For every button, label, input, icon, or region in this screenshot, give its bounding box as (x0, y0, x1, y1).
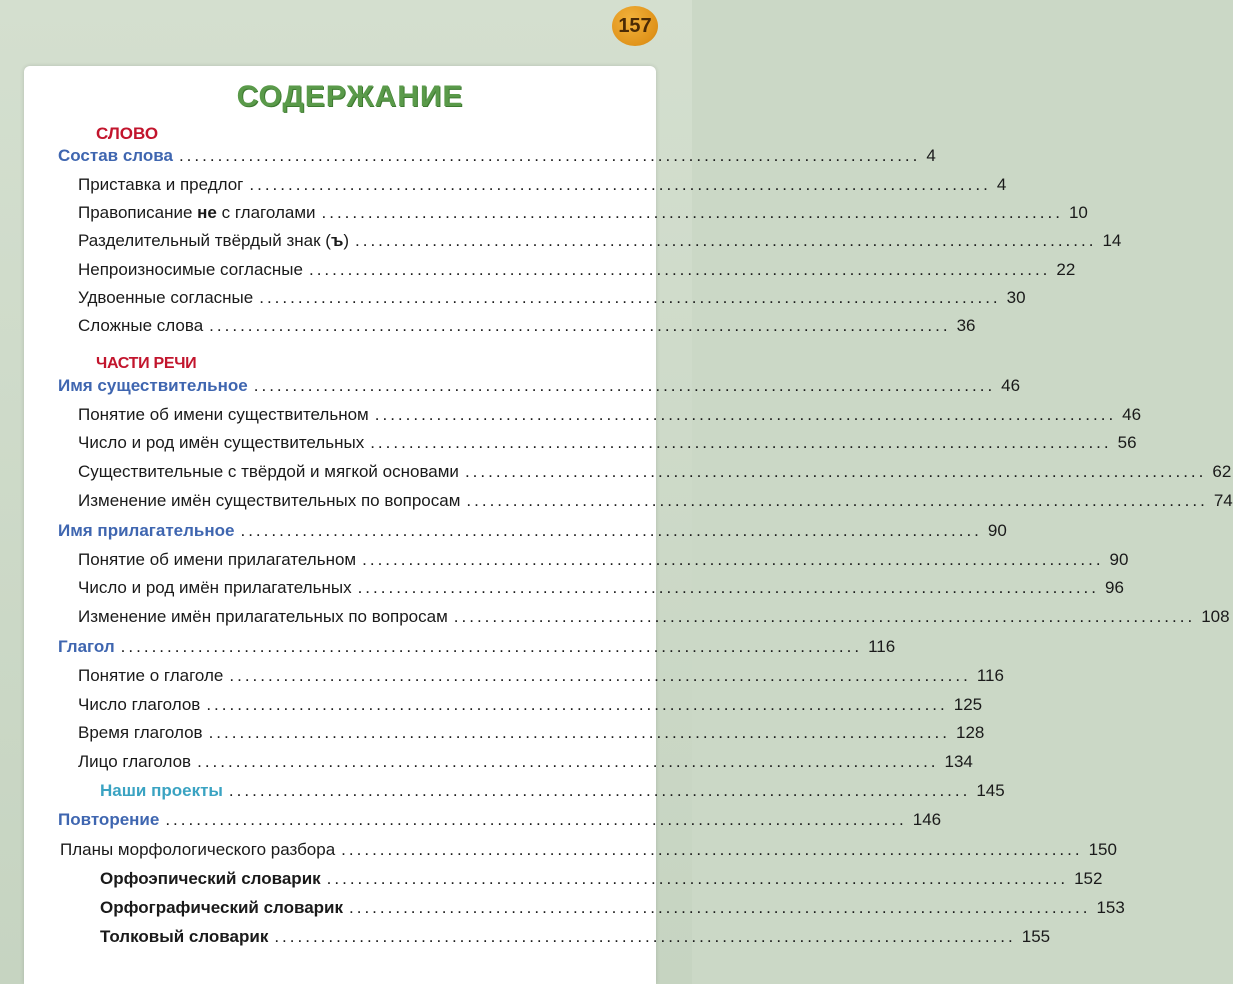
toc-entry-hard-sign[interactable] (78, 231, 1122, 259)
toc-entry-label: Повторение (58, 810, 160, 829)
toc-entry-label: Наши проекты (100, 781, 223, 800)
toc-entry-page: 96 (1105, 578, 1124, 597)
toc-entry-label: Удвоенные согласные (78, 288, 254, 307)
toc-entry-noun-stems[interactable] (78, 462, 1232, 490)
toc-entry-page: 30 (1006, 288, 1026, 307)
page-title: СОДЕРЖАНИЕ (236, 80, 464, 113)
toc-entry-page: 155 (1021, 927, 1051, 946)
dot-leader: ................................................................................................ (326, 869, 1069, 888)
toc-entry-label: Число и род имён существительных (78, 433, 365, 452)
toc-entry-page: 116 (868, 637, 896, 656)
toc-entry-label: Состав слова (58, 146, 173, 165)
section-heading-parts-of-speech: ЧАСТИ РЕЧИ (96, 355, 197, 372)
dot-leader: ................................................................................................ (249, 175, 991, 194)
toc-entry-page: 134 (944, 752, 973, 771)
dot-leader: ................................................................................................ (120, 637, 863, 656)
toc-entry-verb-tense[interactable] (78, 723, 985, 751)
toc-entry-double-consonants[interactable] (78, 288, 1026, 316)
toc-entry-verb-number[interactable] (78, 695, 983, 723)
dot-leader: ................................................................................................ (209, 316, 951, 335)
toc-entry-silent-consonants[interactable] (78, 260, 1076, 288)
toc-entry-page: 36 (956, 316, 976, 335)
toc-entry-orthoepic-dictionary[interactable] (100, 869, 1103, 897)
dot-leader: ................................................................................................ (374, 405, 1117, 424)
label-text: Правописание (78, 203, 198, 222)
dot-leader: ................................................................................................ (308, 260, 1051, 279)
toc-entry-noun-concept[interactable] (78, 405, 1142, 433)
toc-entry-label: Имя прилагательное (58, 521, 235, 540)
dot-leader: ................................................................................................ (178, 146, 921, 165)
dot-leader: ................................................................................................ (259, 288, 1001, 307)
toc-entry-noun-number-gender[interactable] (78, 433, 1137, 461)
toc-entry-label (78, 231, 349, 251)
toc-entry-page: 56 (1117, 433, 1137, 452)
toc-entry-page: 46 (1001, 376, 1021, 395)
toc-entry-page: 145 (976, 781, 1005, 800)
dot-leader: ................................................................................................ (357, 578, 1099, 597)
toc-entry-page: 90 (987, 521, 1007, 540)
dot-leader: ................................................................................................ (341, 840, 1083, 859)
toc-entry-label: Глагол (58, 637, 115, 656)
toc-entry-label: Толковый словарик (100, 927, 269, 946)
toc-entry-page: 22 (1056, 260, 1076, 279)
toc-entry-verb-concept[interactable] (78, 666, 1004, 694)
toc-entry-page: 125 (953, 695, 983, 714)
section-heading-word: СЛОВО (96, 124, 159, 143)
dot-leader: ................................................................................................ (466, 491, 1208, 510)
label-keyword: ъ (330, 231, 344, 250)
toc-entry-page: 46 (1122, 405, 1142, 424)
toc-entry-adjective-declension[interactable] (78, 607, 1230, 635)
page-number-badge: 157 (612, 6, 658, 46)
toc-entry-page: 152 (1074, 869, 1103, 888)
toc-entry-page: 62 (1212, 462, 1232, 481)
toc-entry-page: 10 (1068, 203, 1088, 222)
toc-entry-label: Время глаголов (78, 723, 203, 742)
dot-leader: ................................................................................................ (206, 695, 948, 714)
toc-entry-page: 4 (926, 146, 936, 165)
toc-entry-word-composition[interactable] (58, 146, 936, 174)
toc-entry-page: 4 (996, 175, 1007, 194)
dot-leader: ................................................................................................ (228, 781, 971, 800)
toc-entry-adjective-concept[interactable] (78, 550, 1129, 578)
toc-entry-prefix-preposition[interactable] (78, 175, 1007, 203)
dot-leader: ................................................................................................ (464, 462, 1207, 481)
dot-leader: ................................................................................................ (229, 666, 971, 685)
toc-entry-page: 90 (1109, 550, 1129, 569)
toc-entry-page: 74 (1213, 491, 1233, 510)
toc-entry-label: Имя существительное (58, 376, 248, 395)
toc-entry-label: Понятие об имени существительном (78, 405, 369, 424)
dot-leader: ................................................................................................ (349, 898, 1091, 917)
dot-leader: ................................................................................................ (453, 607, 1196, 626)
toc-entry-morphology-plans[interactable] (60, 840, 1117, 868)
toc-entry-label: Планы морфологического разбора (60, 840, 336, 859)
dot-leader: ................................................................................................ (362, 550, 1104, 569)
label-keyword: не (197, 203, 217, 222)
toc-entry-page: 116 (976, 666, 1004, 685)
toc-entry-noun[interactable] (58, 376, 1021, 404)
dot-leader: ................................................................................................ (197, 752, 939, 771)
toc-entry-explanatory-dictionary[interactable] (100, 927, 1051, 955)
toc-entry-page: 146 (912, 810, 942, 829)
label-text: с глаголами (216, 203, 316, 222)
toc-entry-label: Орфографический словарик (100, 898, 344, 917)
toc-entry-page: 153 (1096, 898, 1125, 917)
label-text: Разделительный твёрдый знак ( (78, 231, 331, 250)
toc-entry-page: 14 (1102, 231, 1122, 250)
toc-entry-label: Изменение имён существительных по вопросам (78, 491, 461, 510)
toc-entry-label: Лицо глаголов (78, 752, 192, 771)
dot-leader: ................................................................................................ (208, 723, 950, 742)
toc-entry-label: Число и род имён прилагательных (78, 578, 352, 597)
toc-entry-label: Изменение имён прилагательных по вопросам (78, 607, 448, 626)
toc-entry-label: Понятие об имени прилагательном (78, 550, 357, 569)
toc-entry-label: Существительные с твёрдой и мягкой основами (78, 462, 459, 481)
dot-leader: ................................................................................................ (355, 231, 1097, 250)
toc-entry-adjective[interactable] (58, 521, 1007, 549)
toc-entry-label: Орфоэпический словарик (100, 869, 321, 888)
dot-leader: ................................................................................................ (253, 376, 996, 395)
dot-leader: ................................................................................................ (165, 810, 907, 829)
toc-entry-page: 128 (956, 723, 985, 742)
toc-entry-adjective-number-gender[interactable] (78, 578, 1124, 606)
dot-leader: ................................................................................................ (240, 521, 982, 540)
toc-entry-orthographic-dictionary[interactable] (100, 898, 1125, 926)
label-text: ) (343, 231, 350, 250)
toc-entry-verb[interactable] (58, 637, 896, 665)
toc-entry-noun-declension[interactable] (78, 491, 1233, 519)
toc-entry-label: Приставка и предлог (78, 175, 244, 194)
toc-entry-review[interactable] (58, 810, 942, 838)
toc-entry-label (78, 203, 316, 223)
toc-entry-compound-words[interactable] (78, 316, 976, 344)
toc-entry-our-projects[interactable] (100, 781, 1005, 809)
toc-entry-verb-person[interactable] (78, 752, 973, 780)
toc-entry-label: Сложные слова (78, 316, 204, 335)
toc-entry-page: 150 (1088, 840, 1117, 859)
toc-entry-page: 108 (1201, 607, 1230, 626)
dot-leader: ................................................................................................ (274, 927, 1016, 946)
toc-entry-ne-with-verbs[interactable] (78, 203, 1088, 231)
toc-entry-label: Число глаголов (78, 695, 201, 714)
dot-leader: ................................................................................................ (321, 203, 1063, 222)
toc-entry-label: Понятие о глаголе (78, 666, 224, 685)
dot-leader: ................................................................................................ (370, 433, 1112, 452)
toc-entry-label: Непроизносимые согласные (78, 260, 303, 279)
